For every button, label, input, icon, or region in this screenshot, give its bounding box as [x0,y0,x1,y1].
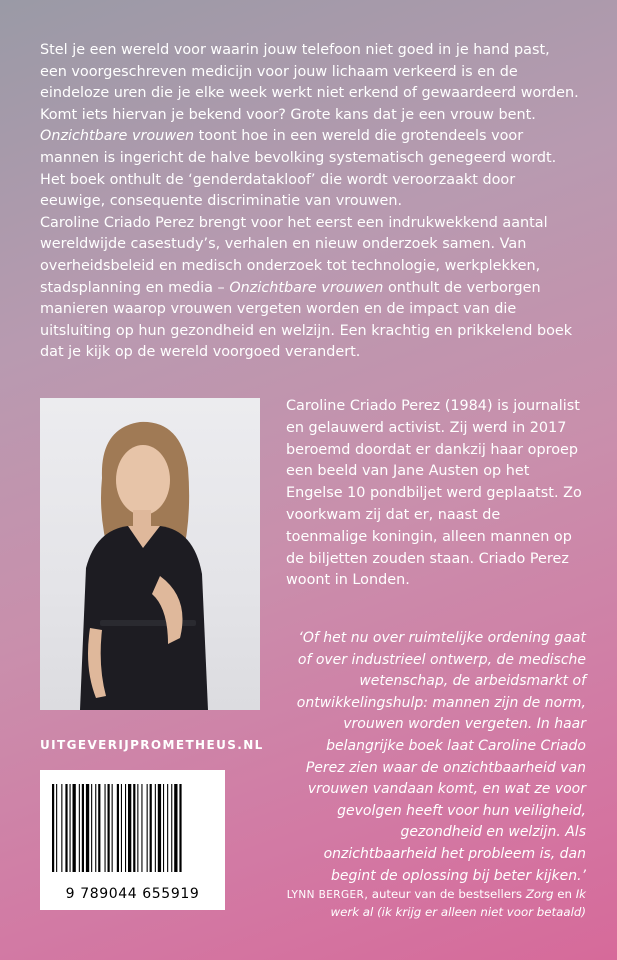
publisher-website: UITGEVERIJPROMETHEUS.NL [40,738,264,752]
blurb-text: toont hoe in een wereld die grotendeels voor mannen is ingericht de halve bevolking systematisch genegeerd wordt. Het boek onthult de ‘genderdatakloof’ die wordt veroorzaakt door eeuwige, consequente discriminatie van vrouwen. [40,128,557,210]
author-portrait-illustration [40,398,260,710]
endorser-name: LYNN BERGER [286,889,365,901]
barcode [40,770,225,910]
isbn-number: 9 789044 655919 [65,886,200,902]
barcode-bars [40,770,225,882]
endorsement-quote: ‘Of het nu over ruimtelijke ordening gaat of over industrieel ontwerp, de medische wetenschap, de arbeidsmarkt of ontwikkelingshulp: mannen zijn de norm, vrouwen worden vergeten. In haar belangrijke boek laat Caroline Criado Perez zien waar de onzichtbaarheid van vrouwen vandaan komt, en wat ze voor gevolgen heeft voor hun veiligheid, gezondheid en welzijn. Als onzichtbaarheid het probleem is, dan begint de oplossing bij beter kijken.’ [296,630,586,884]
blurb-paragraph-1: Stel je een wereld voor waarin jouw telefoon niet goed in je hand past, een voorgeschreven medicijn voor jouw lichaam verkeerd is en de eindeloze uren die je elke week werkt niet erkend of gewaardeerd worden. Komt iets hiervan je bekend voor? Grote kans dat je een vrouw bent. [40,42,579,123]
attribution-text: en [553,887,576,901]
back-cover-blurb [40,40,580,364]
endorsement-attribution [286,886,586,921]
endorser-book-title: Zorg [525,887,554,901]
book-title: Onzichtbare vrouwen [229,279,384,296]
blurb-paragraph-3 [40,213,580,364]
endorser-book-title: Ik werk al (ik krijg er alleen niet voor betaald) [330,887,586,919]
blurb-paragraph-2 [40,126,580,212]
attribution-text: , auteur van de bestsellers [364,887,526,901]
author-bio: Caroline Criado Perez (1984) is journalist en gelauwerd activist. Zij werd in 2017 beroemd doordat er dankzij haar oproep een beeld van Jane Austen op het Engelse 10 pondbiljet werd geplaatst. Zo voorkwam zij dat er, naast de toenmalige koningin, alleen mannen op de biljetten zouden staan. Criado Perez woont in Londen. [286,398,582,589]
author-photo [40,398,260,710]
blurb-text: Caroline Criado Perez brengt voor het eerst een indrukwekkend aantal wereldwijde casestudy’s, verhalen en nieuw onderzoek samen. Van overheidsbeleid en medisch onderzoek tot technologie, werkplekken, stadsplanning en media – [40,214,548,296]
blurb-text: onthult de verborgen manieren waarop vrouwen vergeten worden en de impact van die uitsluiting op hun gezondheid en welzijn. Een krachtig en prikkelend boek dat je kijk op de wereld voorgoed verandert. [40,279,573,361]
book-title: Onzichtbare vrouwen [40,128,195,145]
